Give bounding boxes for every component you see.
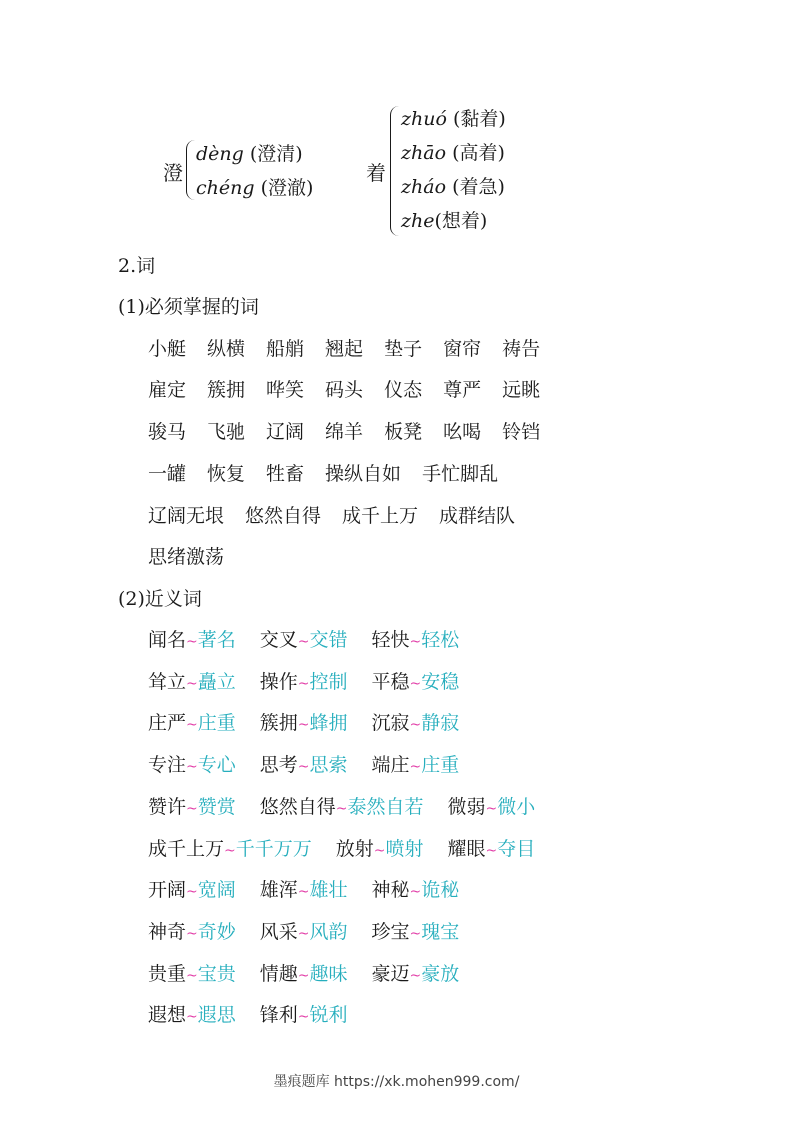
synonym-pair (148, 629, 236, 651)
vocab-word: 手忙脚乱 (422, 463, 499, 485)
pinyin-reading: zháo (着急) (401, 176, 505, 198)
synonym-pair (148, 712, 236, 734)
synonym-word: 开阔 (148, 879, 187, 902)
polyphone-char-cheng: 澄 (163, 161, 183, 185)
tilde-mark: ~ (186, 759, 198, 776)
synonym-word: 悠然自得 (259, 795, 336, 818)
vocab-word: 板凳 (384, 421, 423, 443)
synonym-pair (260, 671, 348, 693)
synonym-row (148, 667, 483, 694)
vocab-word: 绵羊 (325, 421, 364, 443)
synonym-word: 贵重 (148, 962, 187, 985)
footer-watermark: 墨痕题库 https://xk.mohen999.com/ (273, 1074, 520, 1090)
vocab-word: 悠然自得 (245, 505, 322, 527)
word-row (148, 334, 561, 361)
synonym-pair (148, 921, 236, 943)
synonym-word: 平稳 (371, 670, 410, 693)
synonym-pair (372, 712, 460, 734)
vocab-word: 翘起 (325, 338, 364, 360)
synonym-row (148, 708, 483, 735)
vocab-word: 辽阔无垠 (148, 505, 225, 527)
synonym-answer: 锐利 (309, 1004, 348, 1027)
synonym-pair (260, 921, 348, 943)
section-title: 2.词 (118, 255, 156, 277)
synonym-answer: 千千万万 (235, 837, 312, 860)
synonym-pair (372, 921, 460, 943)
synonym-word: 闻名 (148, 629, 187, 651)
synonym-answer: 庄重 (421, 754, 460, 777)
vocab-word: 尊严 (443, 379, 482, 401)
synonym-answer: 蜂拥 (309, 712, 348, 735)
synonym-pair (148, 754, 236, 776)
synonym-pair (148, 1004, 236, 1026)
tilde-mark: ~ (335, 800, 348, 817)
synonym-answer: 思索 (309, 754, 348, 777)
synonym-answer: 控制 (309, 670, 348, 693)
synonym-word: 神秘 (371, 879, 410, 902)
vocab-word: 思绪激荡 (148, 546, 225, 568)
synonym-pair (148, 838, 312, 860)
synonym-word: 情趣 (259, 962, 298, 985)
synonym-pair (148, 879, 236, 901)
brace-zhe (390, 106, 399, 236)
vocab-word: 牲畜 (266, 463, 305, 485)
synonym-pair (372, 629, 460, 651)
tilde-mark: ~ (186, 967, 198, 984)
synonym-word: 簇拥 (259, 712, 298, 735)
synonym-row (148, 875, 483, 902)
synonym-row (148, 750, 483, 777)
tilde-mark: ~ (409, 967, 422, 984)
pinyin-reading: zhuó (黏着) (401, 108, 506, 130)
synonym-answer: 著名 (197, 629, 236, 651)
synonym-answer: 泰然自若 (347, 795, 424, 818)
synonym-answer: 庄重 (197, 712, 236, 735)
synonym-answer: 瑰宝 (421, 920, 460, 943)
synonym-row (148, 959, 483, 986)
synonym-answer: 喷射 (385, 837, 424, 860)
pinyin-reading: zhe(想着) (401, 210, 488, 232)
synonym-answer: 夺目 (497, 837, 536, 860)
tilde-mark: ~ (297, 759, 310, 776)
synonym-answer: 雄壮 (309, 879, 348, 902)
tilde-mark: ~ (297, 717, 310, 734)
synonym-word: 沉寂 (371, 712, 410, 735)
tilde-mark: ~ (409, 925, 422, 942)
vocab-word: 远眺 (502, 379, 541, 401)
pinyin-reading: chéng (澄澈) (196, 177, 314, 199)
vocab-word: 船艄 (266, 338, 305, 360)
synonym-word: 珍宝 (371, 920, 410, 943)
synonym-answer: 专心 (197, 754, 236, 777)
polyphone-char-zhe: 着 (366, 161, 386, 185)
tilde-mark: ~ (409, 634, 422, 650)
synonym-answer: 趣味 (309, 962, 348, 985)
synonym-answer: 宝贵 (197, 962, 236, 985)
synonym-word: 豪迈 (371, 962, 410, 985)
synonym-word: 耀眼 (447, 837, 486, 860)
tilde-mark: ~ (186, 800, 198, 817)
synonym-pair (260, 796, 424, 818)
synonym-answer: 轻松 (421, 629, 460, 651)
word-row (148, 542, 245, 569)
synonym-answer: 豪放 (421, 962, 460, 985)
synonym-answer: 诡秘 (421, 879, 460, 902)
synonym-word: 赞许 (148, 795, 187, 818)
synonym-word: 遐想 (148, 1004, 187, 1027)
vocab-word: 成群结队 (439, 505, 516, 527)
synonym-word: 端庄 (371, 754, 410, 777)
synonym-pair (448, 838, 536, 860)
tilde-mark: ~ (409, 717, 422, 734)
subsection-title-must-know: (1)必须掌握的词 (118, 296, 259, 318)
synonym-pair (336, 838, 424, 860)
synonym-pair (372, 879, 460, 901)
vocab-word: 恢复 (207, 463, 246, 485)
synonym-word: 交叉 (259, 629, 298, 651)
synonym-answer: 赞赏 (197, 795, 236, 818)
synonym-answer: 安稳 (421, 670, 460, 693)
vocab-word: 码头 (325, 379, 364, 401)
synonym-row (148, 1000, 372, 1027)
vocab-word: 垫子 (384, 338, 423, 360)
tilde-mark: ~ (409, 675, 422, 692)
tilde-mark: ~ (485, 842, 498, 859)
tilde-mark: ~ (297, 967, 310, 984)
word-row (148, 417, 561, 444)
synonym-pair (148, 963, 236, 985)
vocab-word: 簇拥 (207, 379, 246, 401)
tilde-mark: ~ (297, 884, 310, 901)
synonym-answer: 矗立 (197, 670, 236, 693)
vocab-word: 骏马 (148, 421, 187, 443)
synonym-answer: 静寂 (421, 712, 460, 735)
tilde-mark: ~ (224, 842, 236, 859)
vocab-word: 雇定 (148, 379, 187, 401)
synonym-pair (148, 671, 236, 693)
pinyin-list-zhe (401, 102, 506, 238)
synonym-pair (372, 671, 460, 693)
vocab-word: 窗帘 (443, 338, 482, 360)
vocab-word: 铃铛 (502, 421, 541, 443)
vocab-word: 一罐 (148, 463, 187, 485)
pinyin-reading: zhāo (高着) (401, 142, 505, 164)
vocab-word: 纵横 (207, 338, 246, 360)
pinyin-reading: dèng (澄清) (196, 143, 303, 165)
tilde-mark: ~ (297, 1009, 310, 1026)
synonym-pair (148, 796, 236, 818)
synonym-pair (372, 963, 460, 985)
tilde-mark: ~ (186, 634, 198, 650)
synonym-answer: 奇妙 (197, 920, 236, 943)
synonym-answer: 风韵 (309, 920, 348, 943)
synonym-word: 放射 (335, 837, 374, 860)
synonym-row (148, 917, 483, 944)
synonym-answer: 交错 (309, 629, 348, 651)
pinyin-list-cheng (196, 137, 313, 205)
word-row (148, 375, 561, 402)
vocab-word: 哗笑 (266, 379, 305, 401)
vocab-word: 辽阔 (266, 421, 305, 443)
word-row (148, 501, 536, 528)
tilde-mark: ~ (297, 675, 310, 692)
vocab-word: 飞驰 (207, 421, 246, 443)
synonym-word: 风采 (259, 920, 298, 943)
tilde-mark: ~ (186, 675, 198, 692)
synonym-pair (260, 963, 348, 985)
synonym-pair (448, 796, 536, 818)
synonym-pair (260, 629, 348, 651)
tilde-mark: ~ (373, 842, 386, 859)
synonym-word: 轻快 (371, 629, 410, 651)
synonym-pair (260, 754, 348, 776)
synonym-word: 微弱 (447, 795, 486, 818)
synonym-word: 成千上万 (148, 837, 225, 860)
vocab-word: 成千上万 (342, 505, 419, 527)
tilde-mark: ~ (186, 884, 198, 901)
vocab-word: 仪态 (384, 379, 423, 401)
synonym-pair (372, 754, 460, 776)
brace-cheng (186, 140, 195, 200)
synonym-word: 雄浑 (259, 879, 298, 902)
word-row (148, 459, 519, 486)
vocab-word: 祷告 (502, 338, 541, 360)
synonym-word: 操作 (259, 670, 298, 693)
tilde-mark: ~ (485, 800, 498, 817)
synonym-pair (260, 712, 348, 734)
synonym-word: 神奇 (148, 920, 187, 943)
subsection-title-synonyms: (2)近义词 (118, 588, 202, 610)
synonym-word: 耸立 (148, 670, 187, 693)
synonym-word: 思考 (259, 754, 298, 777)
synonym-row (148, 834, 559, 861)
vocab-word: 操纵自如 (325, 463, 402, 485)
synonym-answer: 宽阔 (197, 879, 236, 902)
synonym-answer: 遐思 (197, 1004, 236, 1027)
synonym-row (148, 625, 483, 652)
tilde-mark: ~ (186, 717, 198, 734)
tilde-mark: ~ (409, 759, 422, 776)
vocab-word: 吆喝 (443, 421, 482, 443)
tilde-mark: ~ (297, 925, 310, 942)
vocab-word: 小艇 (148, 338, 187, 360)
synonym-word: 庄严 (148, 712, 187, 735)
synonym-pair (260, 879, 348, 901)
tilde-mark: ~ (186, 925, 198, 942)
synonym-pair (260, 1004, 348, 1026)
tilde-mark: ~ (186, 1009, 198, 1026)
synonym-word: 专注 (148, 754, 187, 777)
synonym-word: 锋利 (259, 1004, 298, 1027)
synonym-row (148, 792, 559, 819)
synonym-answer: 微小 (497, 795, 536, 818)
tilde-mark: ~ (297, 634, 310, 650)
tilde-mark: ~ (409, 884, 422, 901)
